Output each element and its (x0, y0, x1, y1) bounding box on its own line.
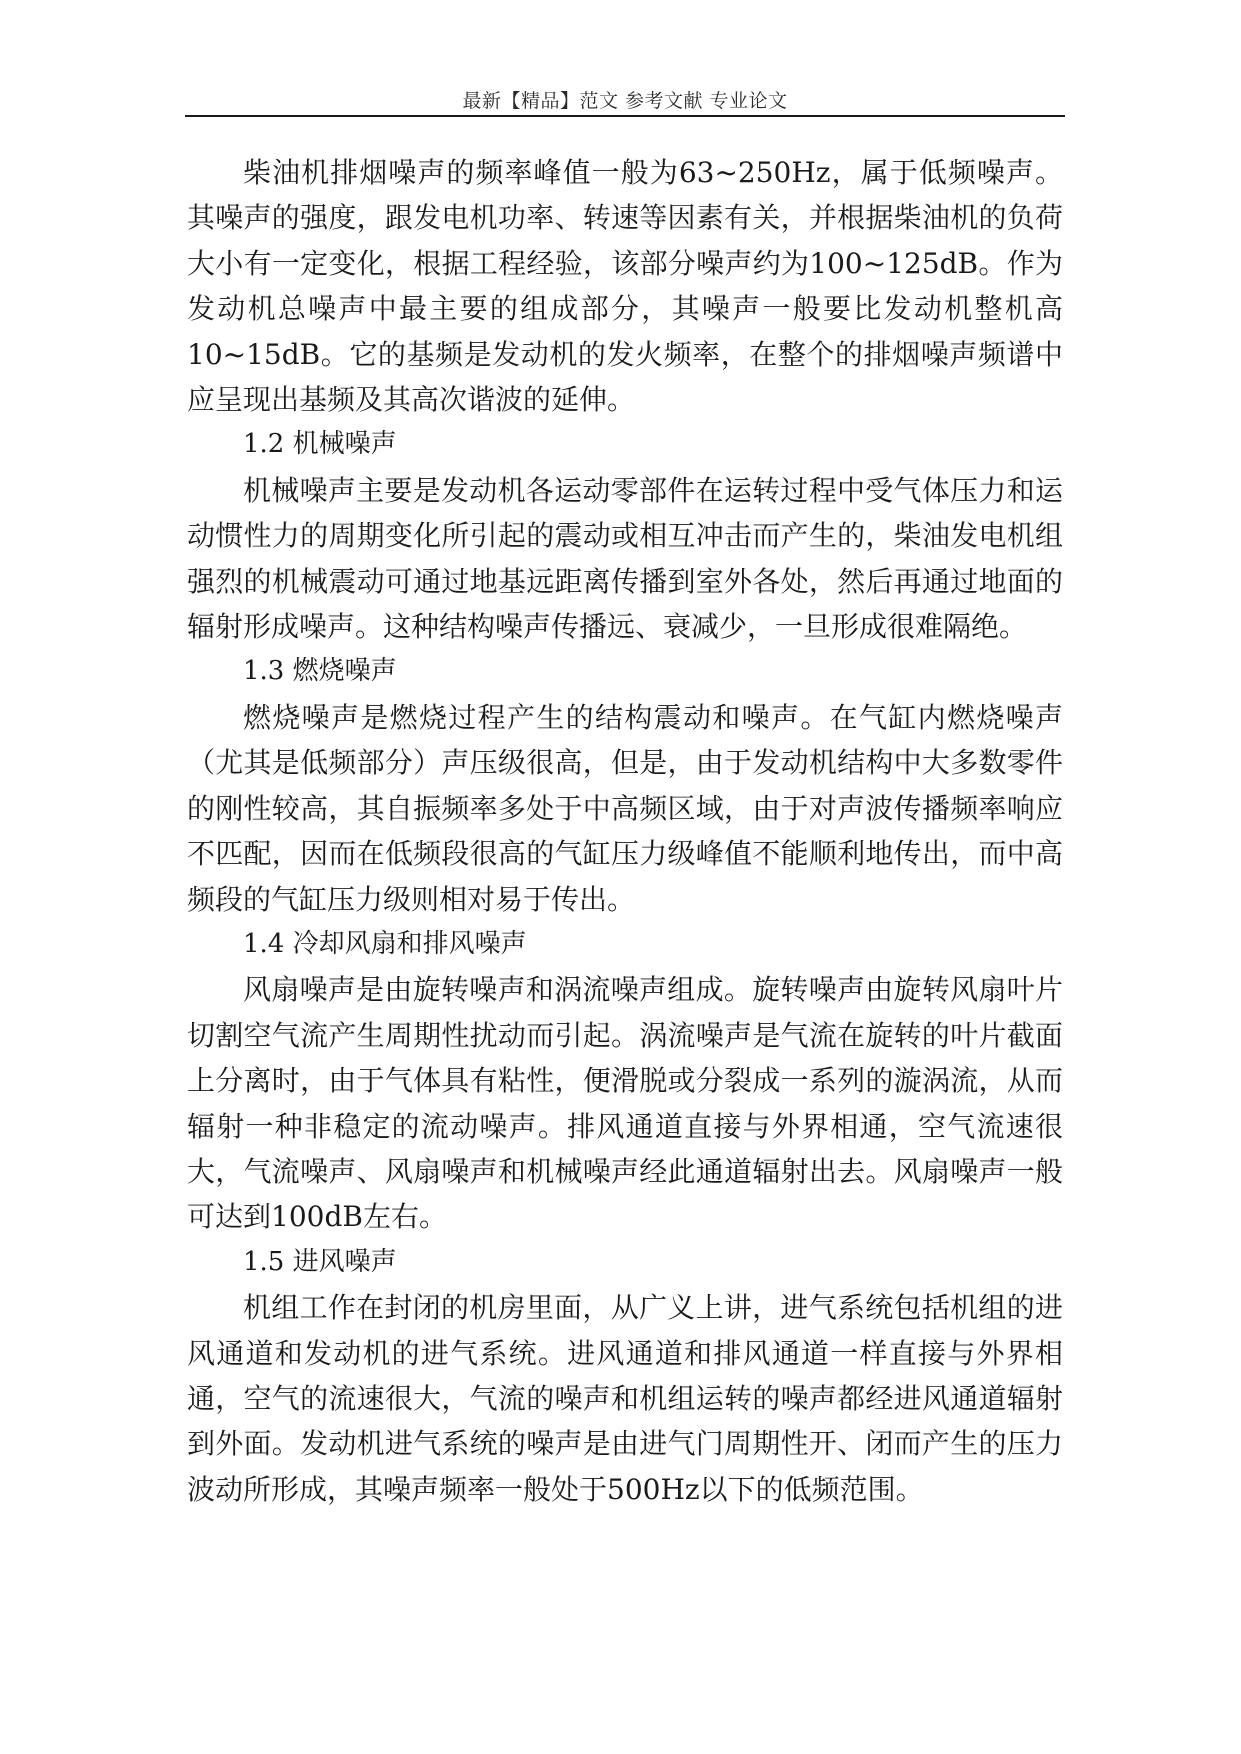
page-header: 最新【精品】范文 参考文献 专业论文 (462, 90, 788, 112)
paragraph-mechanical-noise: 机械噪声主要是发动机各运动零部件在运转过程中受气体压力和运动惯性力的周期变化所引起的震动或相互冲击而产生的，柴油发电机组强烈的机械震动可通过地基远距离传播到室外各处，然后再通过地面的辐射形成噪声。这种结构噪声传播远、衰减少，一旦形成很难隔绝。 (187, 473, 1063, 644)
section-heading-mechanical-noise: 1.2 机械噪声 (243, 429, 397, 460)
section-heading-fan-noise: 1.4 冷却风扇和排风噪声 (243, 928, 527, 959)
section-heading-intake-noise: 1.5 进风噪声 (243, 1246, 397, 1277)
paragraph-fan-noise: 风扇噪声是由旋转噪声和涡流噪声组成。旋转噪声由旋转风扇叶片切割空气流产生周期性扰动而引起。涡流噪声是气流在旋转的叶片截面上分离时，由于气体具有粘性，便滑脱或分裂成一系列的漩涡流，从而辐射一种非稳定的流动噪声。排风通道直接与外界相通，空气流速很大，气流噪声、风扇噪声和机械噪声经此通道辐射出去。风扇噪声一般可达到100dB左右。 (187, 973, 1063, 1234)
document-body (187, 150, 1063, 1512)
paragraph-combustion-noise: 燃烧噪声是燃烧过程产生的结构震动和噪声。在气缸内燃烧噪声（尤其是低频部分）声压级很高，但是，由于发动机结构中大多数零件的刚性较高，其自振频率多处于中高频区域，由于对声波传播频率响应不匹配，因而在低频段很高的气缸压力级峰值不能顺利地传出，而中高频段的气缸压力级则相对易于传出。 (187, 700, 1063, 916)
paragraph-exhaust-noise: 柴油机排烟噪声的频率峰值一般为63~250Hz，属于低频噪声。其噪声的强度，跟发电机功率、转速等因素有关，并根据柴油机的负荷大小有一定变化，根据工程经验，该部分噪声约为100~125dB。作为发动机总噪声中最主要的组成部分，其噪声一般要比发动机整机高10~15dB。它的基频是发动机的发火频率，在整个的排烟噪声频谱中应呈现出基频及其高次谐波的延伸。 (187, 156, 1063, 417)
header-divider (185, 115, 1065, 117)
paragraph-intake-noise: 机组工作在封闭的机房里面，从广义上讲，进气系统包括机组的进风通道和发动机的进气系统。进风通道和排风通道一样直接与外界相通，空气的流速很大，气流的噪声和机组运转的噪声都经进风通道辐射到外面。发动机进气系统的噪声是由进气门周期性开、闭而产生的压力波动所形成，其噪声频率一般处于500Hz以下的低频范围。 (187, 1291, 1063, 1506)
section-heading-combustion-noise: 1.3 燃烧噪声 (243, 656, 397, 687)
